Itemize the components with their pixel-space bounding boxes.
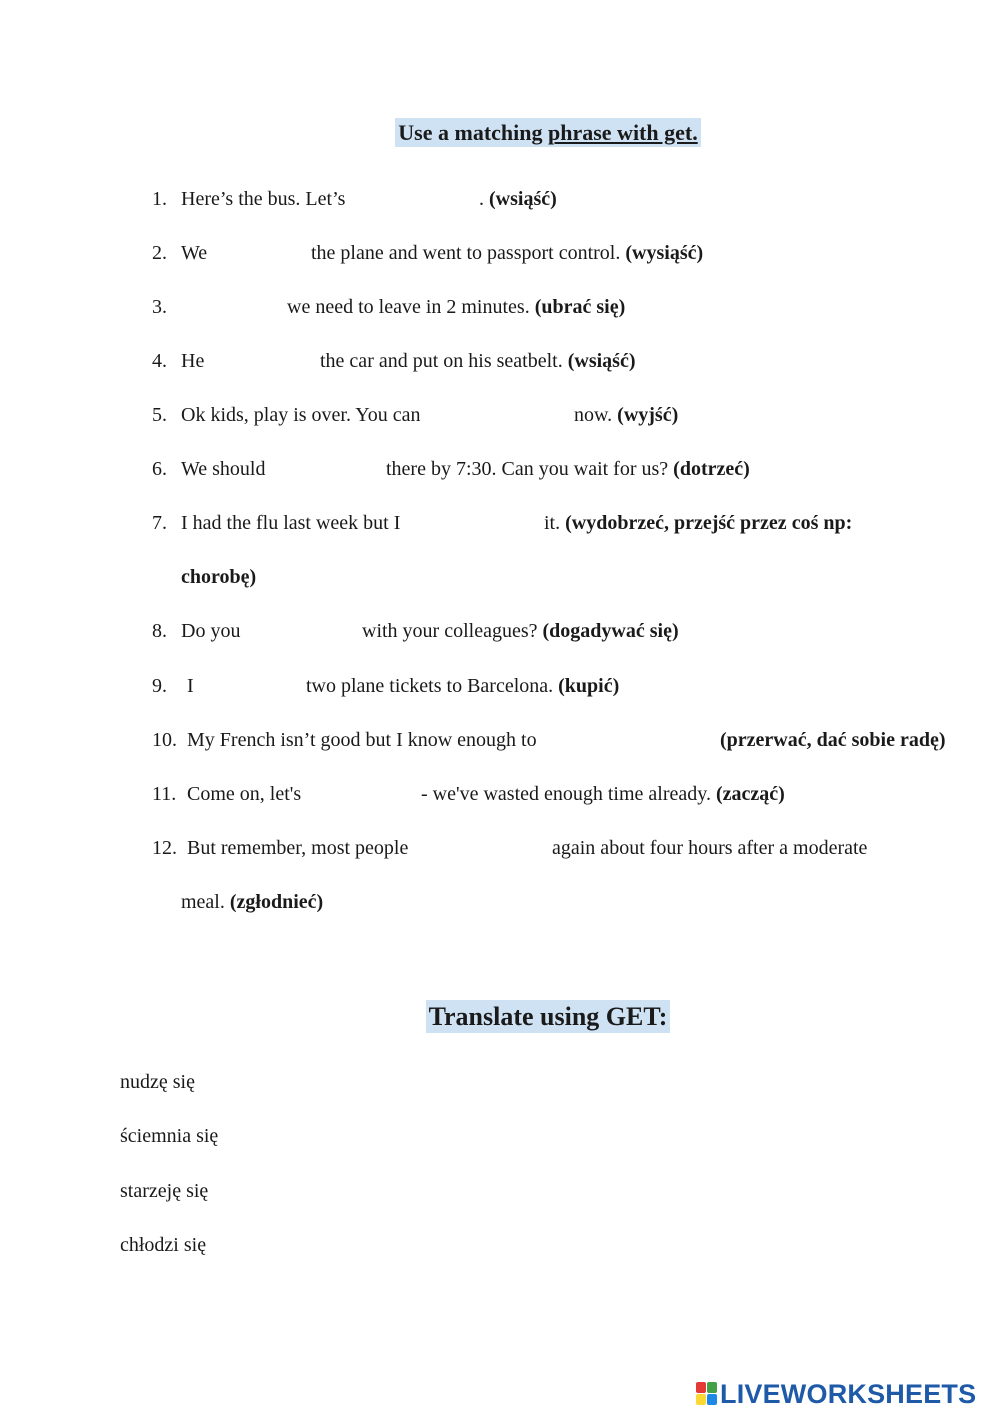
item-hint: (wsiąść) (567, 350, 636, 372)
logo-mark-icon (696, 1382, 718, 1406)
exercise-item-7-continued (181, 565, 256, 589)
item-text-after (311, 241, 703, 265)
item-text-before: Ok kids, play is over. You can (181, 404, 421, 426)
item-hint-continued: (zgłodnieć) (229, 891, 324, 913)
item-text-before: I had the flu last week but I (181, 512, 401, 534)
item-number: 8. (152, 620, 167, 642)
item-number: 12. (152, 837, 177, 859)
item-text-before: We (181, 242, 208, 264)
logo-text: LIVEWORKSHEETS (720, 1378, 977, 1409)
item-text-b: - we've wasted enough time already. (421, 783, 711, 805)
title-part-2: phrase with get. (548, 120, 698, 145)
translate-title-text: Translate using GET: (426, 1000, 671, 1033)
item-hint-continued: chorobę) (181, 566, 257, 588)
item-number: 10. (152, 729, 177, 751)
item-hint: (dogadywać się) (542, 620, 679, 642)
item-text-b: now. (574, 404, 613, 426)
translate-word-3: starzeję się (120, 1180, 209, 1202)
item-text-before: We should (181, 458, 266, 480)
item-text-before: Do you (181, 620, 241, 642)
liveworksheets-logo (696, 1378, 976, 1410)
item-text-b: the car and put on his seatbelt. (320, 350, 563, 372)
item-hint: (dotrzeć) (673, 458, 750, 480)
item-text-after (544, 511, 852, 535)
item-text-b: the plane and went to passport control. (311, 242, 621, 264)
item-text-before: My French isn’t good but I know enough to (187, 729, 537, 751)
item-text-after (320, 349, 635, 373)
item-number: 9. (152, 675, 167, 697)
item-text-b: with your colleagues? (362, 620, 538, 642)
item-text-after (421, 782, 785, 806)
item-text-after (306, 674, 619, 698)
item-hint: (ubrać się) (534, 296, 626, 318)
item-text-before: Here’s the bus. Let’s (181, 188, 346, 210)
item-text-continued: meal. (181, 891, 225, 913)
item-hint: (wyjść) (617, 404, 679, 426)
item-text-after (479, 187, 557, 211)
item-hint: (zacząć) (715, 783, 785, 805)
item-number: 2. (152, 242, 167, 264)
item-text-before: But remember, most people (187, 837, 409, 859)
item-text-b: we need to leave in 2 minutes. (287, 296, 530, 318)
item-text-before: I (187, 675, 194, 697)
item-hint: (wydobrzeć, przejść przez coś np: (565, 512, 853, 534)
item-number: 7. (152, 512, 167, 534)
item-number: 1. (152, 188, 167, 210)
item-text-b: it. (544, 512, 561, 534)
item-number: 11. (152, 783, 177, 805)
item-text-b: two plane tickets to Barcelona. (306, 675, 554, 697)
section-title-matching (0, 120, 1000, 146)
item-text-b: . (479, 188, 484, 210)
item-hint: (wsiąść) (489, 188, 557, 210)
item-number: 4. (152, 350, 167, 372)
translate-word-2: ściemnia się (120, 1125, 219, 1147)
item-number: 5. (152, 404, 167, 426)
translate-word-1: nudzę się (120, 1071, 195, 1093)
item-number: 3. (152, 296, 167, 318)
item-text-after (574, 403, 678, 427)
item-text-after: again about four hours after a moderate (552, 837, 868, 859)
title-part-1: Use a matching (398, 120, 548, 145)
item-text-before: Come on, let's (187, 783, 302, 805)
translate-word-4: chłodzi się (120, 1234, 207, 1256)
item-text-after (287, 295, 625, 319)
item-text-after (386, 457, 750, 481)
item-text-after (362, 619, 679, 643)
item-text-before: He (181, 350, 205, 372)
item-text-after (720, 728, 946, 752)
exercise-item-12-continued (181, 890, 323, 914)
item-number: 6. (152, 458, 167, 480)
section-title-translate (0, 1002, 1000, 1032)
item-hint: (kupić) (558, 675, 620, 697)
item-hint: (przerwać, dać sobie radę) (720, 729, 946, 751)
item-hint: (wysiąść) (625, 242, 704, 264)
item-text-b: there by 7:30. Can you wait for us? (386, 458, 669, 480)
